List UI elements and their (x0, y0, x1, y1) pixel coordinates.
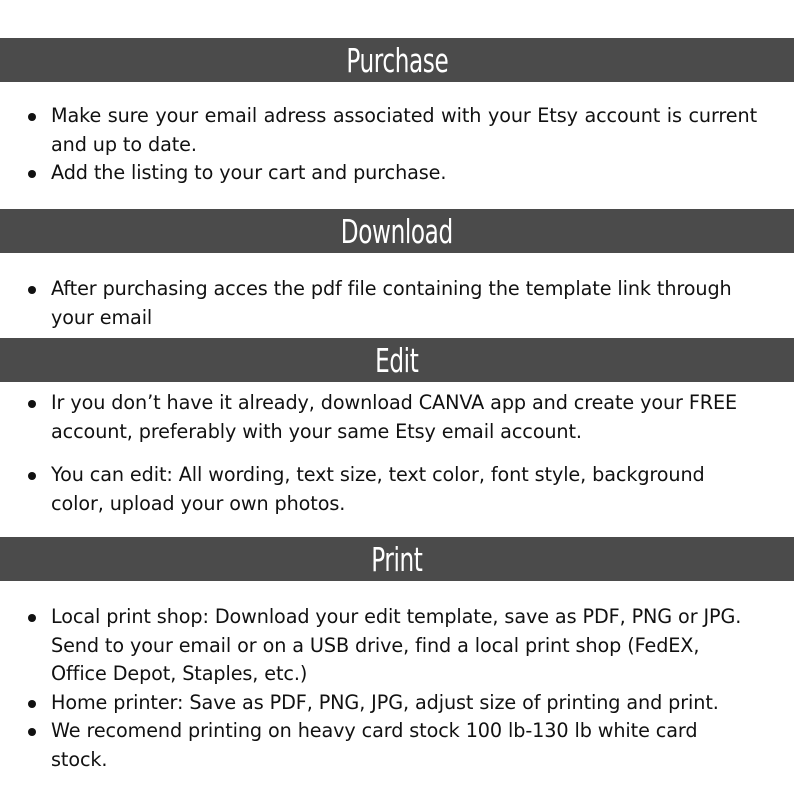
list-item: We recomend printing on heavy card stock 100 lb-130 lb white card stock. (0, 717, 757, 774)
download-header (0, 209, 794, 253)
print-list (0, 603, 794, 774)
print-header (0, 537, 794, 581)
edit-title: Edit (375, 340, 419, 380)
list-item: After purchasing acces the pdf file containing the template link through your email (0, 275, 757, 332)
list-item: Local print shop: Download your edit template, save as PDF, PNG or JPG. Send to your email or on a USB drive, find a local print shop (FedEX, Office Depot, Staples, etc.) (0, 603, 757, 689)
download-list (0, 275, 794, 332)
print-title: Print (371, 539, 423, 579)
list-item: Home printer: Save as PDF, PNG, JPG, adjust size of printing and print. (0, 689, 757, 718)
purchase-title: Purchase (346, 40, 448, 80)
list-item: Add the listing to your cart and purchase. (0, 159, 757, 188)
edit-list (0, 389, 794, 518)
edit-header (0, 338, 794, 382)
list-item: Make sure your email adress associated with your Etsy account is current and up to date. (0, 102, 757, 159)
list-item: Ir you don’t have it already, download CANVA app and create your FREE account, preferably with your same Etsy email account. (0, 389, 757, 446)
purchase-list (0, 102, 794, 188)
purchase-header (0, 38, 794, 82)
download-title: Download (340, 211, 454, 251)
list-item: You can edit: All wording, text size, text color, font style, background color, upload your own photos. (0, 461, 757, 518)
